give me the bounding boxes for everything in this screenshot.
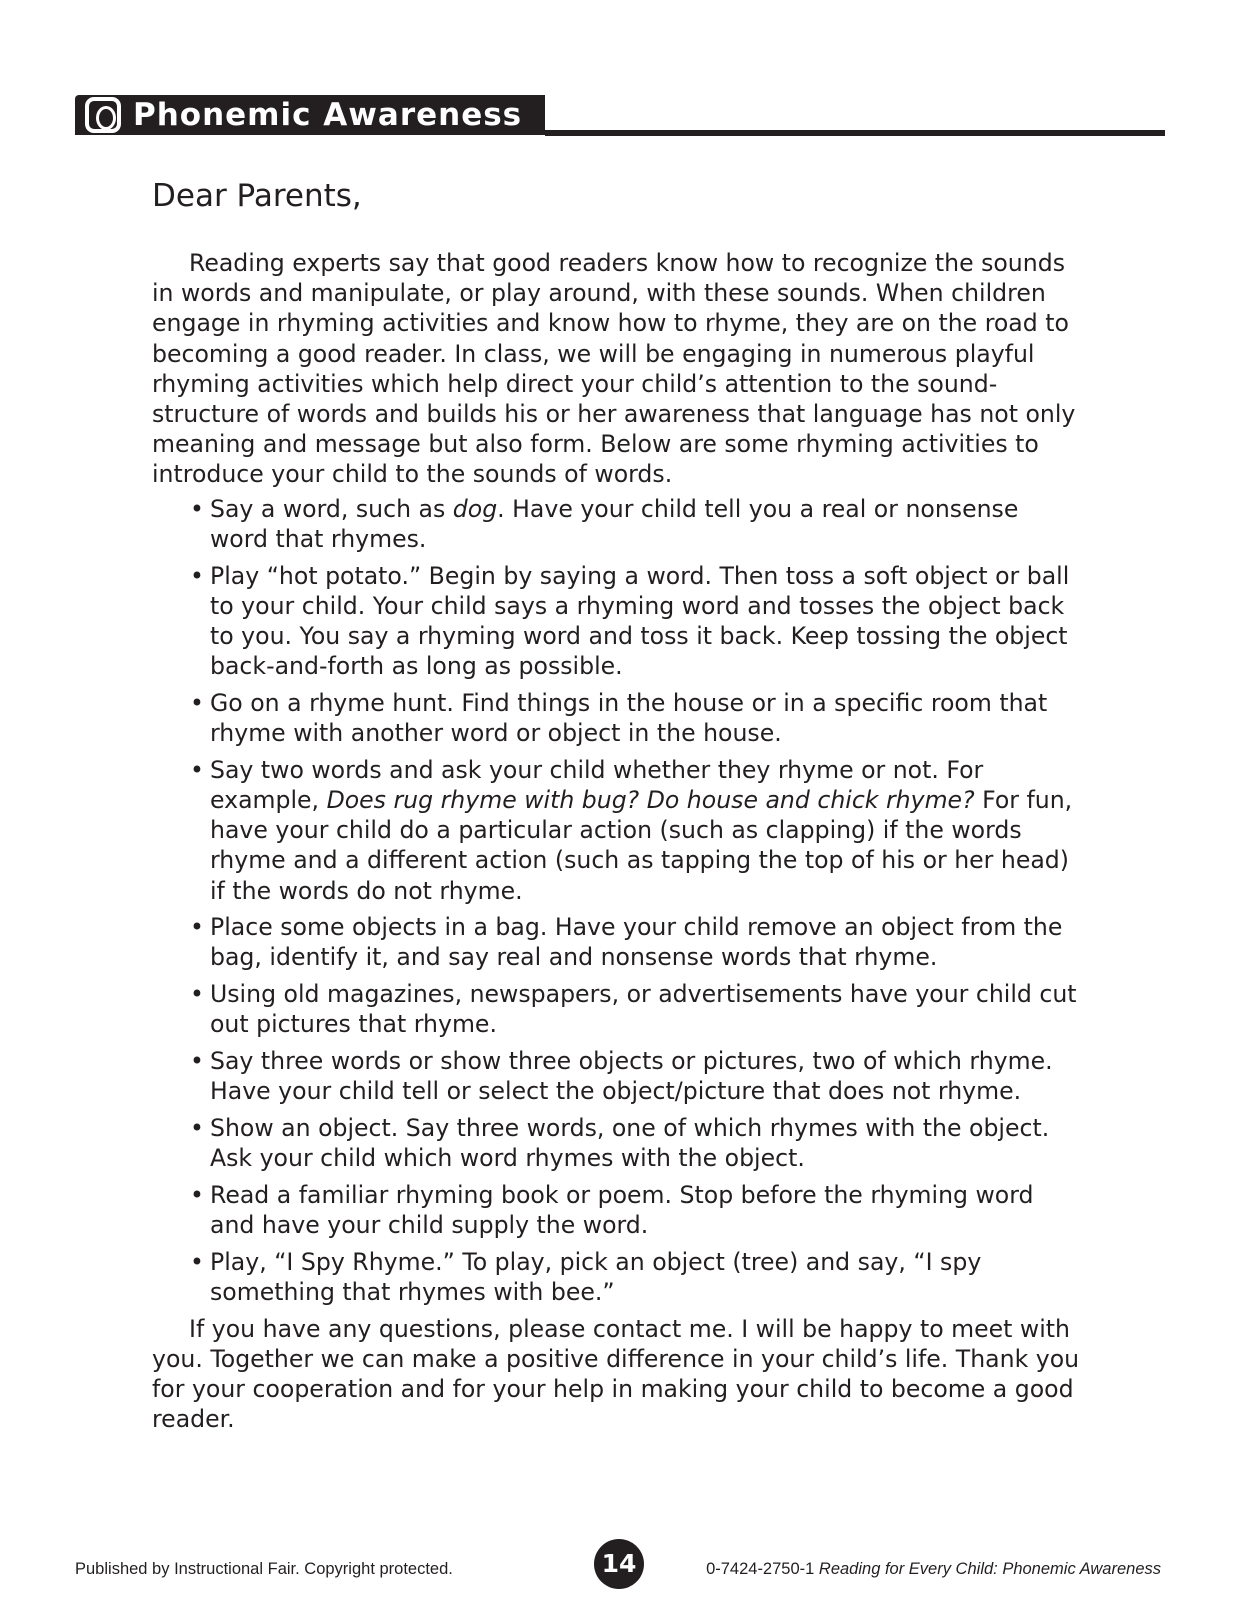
activity-item: • Play “hot potato.” Begin by saying a word. Then toss a soft object or ball to your child. Your child says a rhyming word and tosses the object back to you. You say a rhyming word and toss it back. Keep tossing the object back-and-forth as long as possible. [190,561,1082,682]
section-header [75,95,1165,139]
activity-item: • Say two words and ask your child whether they rhyme or not. For example, Does rug rhyme with bug? Do house and chick rhyme? For fun, have your child do a particular action (such as clapping) if the words rhyme and a different action (such as tapping the top of his or her head) if the words do not rhyme. [190,755,1082,906]
activity-item: • Using old magazines, newspapers, or advertisements have your child cut out pictures that rhyme. [190,979,1082,1039]
page-number-badge: 14 [594,1539,644,1589]
header-title-bar [75,95,545,135]
letter-body [152,174,1082,1435]
activity-item: • Go on a rhyme hunt. Find things in the house or in a specific room that rhyme with another word or object in the house. [190,688,1082,748]
activity-item: • Place some objects in a bag. Have your child remove an object from the bag, identify it, and say real and nonsense words that rhyme. [190,912,1082,972]
section-title: Phonemic Awareness [133,97,523,133]
activity-list [152,494,1082,1308]
activity-item: • Say a word, such as dog. Have your child tell you a real or nonsense word that rhymes. [190,494,1082,554]
activity-item: • Say three words or show three objects or pictures, two of which rhyme. Have your child tell or select the object/picture that does not rhyme. [190,1046,1082,1106]
activity-item: • Play, “I Spy Rhyme.” To play, pick an object (tree) and say, “I spy something that rhymes with bee.” [190,1247,1082,1307]
header-rule [545,130,1165,136]
publisher-credit: Published by Instructional Fair. Copyright protected. [75,1560,453,1578]
salutation: Dear Parents, [152,178,362,214]
book-title: Reading for Every Child: Phonemic Awareness [818,1560,1161,1578]
book-citation [706,1560,1161,1579]
activity-item: • Read a familiar rhyming book or poem. Stop before the rhyming word and have your child supply the word. [190,1180,1082,1240]
intro-paragraph: Reading experts say that good readers know how to recognize the sounds in words and manipulate, or play around, with these sounds. When children engage in rhyming activities and know how to rhyme, they are on the road to becoming a good reader. In class, we will be engaging in numerous playful rhyming activities which help direct your child’s attention to the sound-structure of words and builds his or her awareness that language has not only meaning and message but also form. Below are some rhyming activities to introduce your child to the sounds of words. [152,249,1076,489]
isbn: 0-7424-2750-1 [706,1560,815,1578]
activity-item: • Show an object. Say three words, one of which rhymes with the object. Ask your child which word rhymes with the object. [190,1113,1082,1173]
closing-paragraph: If you have any questions, please contact me. I will be happy to meet with you. Together we can make a positive difference in your child’s life. Thank you for your cooperation and for your help in making your child to become a good reader. [152,1314,1080,1434]
phonemic-logo-icon [85,97,121,133]
